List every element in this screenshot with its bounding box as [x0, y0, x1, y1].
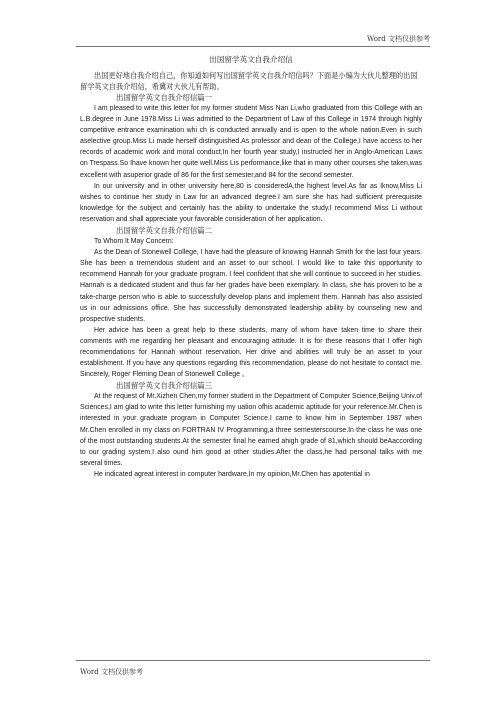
section-1-paragraph-2: In our university and in other university here,80 is consideredA,the highest level.As far as Iknow,Miss Li wishes to continue her study in Law for an advanced degree.I am sure she has had sufficient prerequisite knowledge for the subject and certainly has the ability to undertake the study.I recommend Miss Li without reservation and shall appreciate your favorable consideration of her application. [80, 182, 422, 223]
section-1-title: 出国留学英文自我介绍信篇一 [116, 93, 213, 102]
header-rule [76, 46, 430, 47]
section-3-paragraph-2: He indicated agreat interest in computer hardware,In my opinion,Mr.Chen has apotential in [94, 470, 370, 478]
section-3-paragraph-1: At the request of Mr.Xizhen Chen,my former student in the Department of Computer Science,Beijing Univ.of Sciences,I am glad to write this letter furnishing my uation ofhis academic aptitude for your reference.Mr.Chen is interested in your graduate program in Computer Science.I came to know him in September 1987 when Mr.Chen enrolled in my class on FORTRAN IV Programming,a three semesterscourse.In the class he was one of the most outstanding students.At the semester final he earned ahigh grade of 81,which should beAaccording to our grading system.I also ound him good at other studies.After the class,he had personal talks with me several times. [80, 393, 422, 467]
footer-note: Word 文档仅供参考 [80, 668, 143, 676]
document-title: 出国留学英文自我介绍信 [209, 55, 293, 64]
footer-rule [76, 660, 430, 661]
section-1-paragraph-1: I am pleased to write this letter for my former student Miss Nan Li,who graduated from this College with an L.B.degree in June 1978.Miss Li was admitted to the Department of Law of this College in 1974 through highly competitive entrance examination whi ch is conducted annually and is open to the whole nation.Even in such aselective group.Miss Li made herself distinguished.As professor and dean of the College,I have access to her records of academic work and moral conduct,In her fourth year study,I instructed her in Anglo-American Laws on Trespass.So Ihave known her quite well.Miss Lis performance,like that in many other courses she taken,was excellent with asuperior grade of 86 for the first semester,and 84 for the second semester. [80, 105, 422, 179]
section-2-paragraph-1: As the Dean of Stonewell College, I have had the pleasure of knowing Hannah Smith for the last four years. She has been a tremendous student and an asset to our school. I would like to take this opportunity to recommend Hannah for your graduate program. I feel confident that she will continue to succeed in her studies. Hannah is a dedicated student and thus far her grades have been exemplary. In class, she has proven to be a take-charge person who is able to successfully develop plans and implement them. Hannah has also assisted us in our admissions office. She has successfully demonstrated leadership ability by counseling new and prospective students. [80, 249, 422, 323]
intro-paragraph: 出国更好地自我介绍自己，你知道如何写出国留学英文自我介绍信吗？下面是小编为大伙儿整理的出国留学英文自我介绍信，希冀对大伙儿有帮助。 [80, 71, 418, 91]
document-body [80, 52, 422, 480]
section-2-paragraph-2: Her advice has been a great help to these students, many of whom have taken time to share their comments with me regarding her pleasant and encouraging attitude. It is for these reasons that I offer high recommendations for Hannah without reservation. Her drive and abilities will truly be an asset to your establishment. If you have any questions regarding this recommendation, please do not hesitate to contact me. Sincerely, Roger Fleming Dean of Stonewell College 。 [80, 326, 422, 379]
section-2-title: 出国留学英文自我介绍信篇二 [116, 226, 213, 236]
header-note: Word 文档仅供参考 [367, 35, 430, 43]
section-3-title: 出国留学英文自我介绍信篇三 [116, 381, 213, 391]
section-2-salutation: To Whom It May Concern: [94, 238, 174, 246]
